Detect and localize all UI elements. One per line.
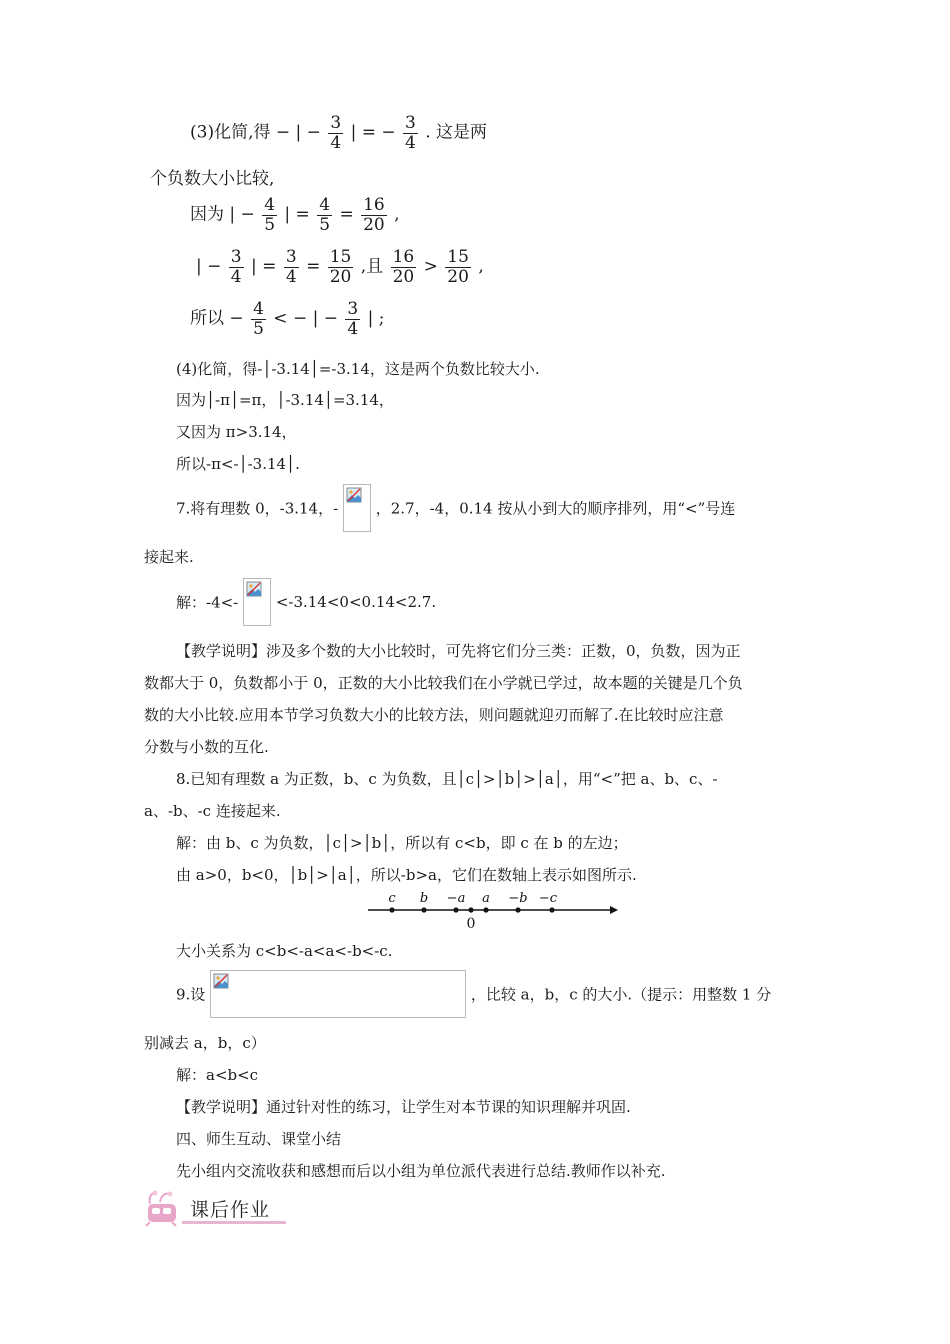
- s4-line4: 所以-π<-│-3.14│.: [176, 455, 300, 473]
- text: ,且: [360, 256, 384, 277]
- q8-line1: 8.已知有理数 a 为正数，b、c 为负数，且│c│>│b│>│a│，用“<”把 a、b、c、-: [176, 770, 718, 788]
- note1-line: 分数与小数的互化.: [144, 738, 269, 756]
- text: < − | −: [273, 308, 338, 329]
- fraction-den: 4: [330, 132, 342, 153]
- fraction-num: 16: [363, 195, 385, 215]
- fraction: [317, 196, 332, 234]
- fraction-den: 5: [253, 318, 264, 339]
- fraction-den: 4: [230, 266, 242, 287]
- note1-line: 数的大小比较.应用本节学习负数大小的比较方法，则问题就迎刃而解了.在比较时应注意: [144, 706, 724, 724]
- text: =: [306, 256, 321, 277]
- broken-image-glyph: [246, 581, 262, 597]
- label-neg-c: −c: [538, 891, 558, 906]
- label-c: c: [388, 891, 396, 906]
- label-a: a: [482, 891, 490, 906]
- point-b: [421, 907, 426, 912]
- q9-line1: [176, 970, 771, 1018]
- s3-line3: [190, 196, 400, 234]
- fraction-num: 3: [285, 247, 297, 267]
- section4-body: 先小组内交流收获和感想而后以小组为单位派代表进行总结.教师作以补充.: [176, 1162, 666, 1180]
- text: | =: [251, 256, 277, 277]
- text: ，2.7，-4，0.14 按从小到大的顺序排列，用“<”号连: [375, 499, 736, 518]
- text: 9.设: [176, 985, 206, 1004]
- fraction-num: 3: [347, 299, 359, 319]
- text: 因为 | −: [190, 204, 255, 225]
- point-zero: [468, 907, 473, 912]
- text: <-3.14<0<0.14<2.7.: [275, 593, 437, 611]
- label-neg-a: −a: [446, 891, 466, 906]
- s3-line2: 个负数大小比较,: [150, 169, 275, 189]
- fraction-num: 4: [319, 195, 331, 215]
- text: . 这是两: [425, 122, 488, 143]
- broken-image-icon: [210, 970, 466, 1018]
- note2: 【教学说明】通过针对性的练习，让学生对本节课的知识理解并巩固.: [176, 1098, 631, 1116]
- fraction-den: 20: [363, 214, 385, 235]
- fraction: [345, 300, 360, 338]
- text: ,: [478, 256, 484, 277]
- broken-image-icon: [243, 578, 271, 626]
- fraction: [361, 196, 387, 234]
- q7-line1: [176, 484, 735, 532]
- point-neg-a: [453, 907, 458, 912]
- s4-line1: (4)化简，得-│-3.14│=-3.14，这是两个负数比较大小.: [176, 360, 540, 378]
- s3-line5: [190, 300, 384, 338]
- fraction-num: 15: [447, 247, 469, 267]
- fraction-den: 20: [329, 266, 352, 287]
- broken-image-glyph: [346, 487, 362, 503]
- label-zero: 0: [466, 916, 476, 932]
- note1-line: 数都大于 0，负数都小于 0，正数的大小比较我们在小学就已学过，故本题的关键是几个负: [144, 674, 743, 692]
- fraction: [391, 248, 417, 286]
- q8-line2: a、-b、-c 连接起来.: [144, 802, 281, 820]
- fraction-den: 5: [264, 214, 276, 235]
- fraction: [403, 114, 418, 152]
- text: | = −: [350, 122, 396, 143]
- fraction-den: 5: [319, 214, 331, 235]
- fraction: [284, 248, 299, 286]
- point-a: [483, 907, 488, 912]
- broken-image-glyph: [213, 973, 229, 989]
- label-neg-b: −b: [508, 891, 528, 906]
- text: (3)化简,得 − | −: [190, 122, 321, 143]
- homework-title: 课后作业: [190, 1199, 271, 1221]
- text: 7.将有理数 0，-3.14，-: [176, 499, 339, 518]
- q8-solution1: 解：由 b、c 为负数，│c│>│b│，所以有 c<b，即 c 在 b 的左边；: [176, 834, 628, 852]
- text: | −: [196, 256, 222, 277]
- point-neg-b: [515, 907, 520, 912]
- note1-line: 【教学说明】涉及多个数的大小比较时，可先将它们分三类：正数，0，负数，因为正: [176, 642, 741, 660]
- q7-line2: 接起来.: [144, 548, 194, 566]
- fraction: [328, 114, 343, 152]
- text: 所以 −: [190, 308, 244, 329]
- fraction-den: 20: [447, 266, 469, 287]
- q8-solution2: 由 a>0，b<0，│b│>│a│，所以-b>a，它们在数轴上表示如图所示.: [176, 866, 637, 884]
- q8-conclusion: 大小关系为 c<b<-a<a<-b<-c.: [176, 942, 393, 960]
- fraction-num: 4: [253, 299, 264, 319]
- fraction-num: 3: [330, 113, 342, 133]
- fraction: [251, 300, 266, 338]
- text: ，比较 a，b，c 的大小.（提示：用整数 1 分: [470, 985, 772, 1004]
- fraction-num: 16: [392, 247, 415, 267]
- s4-line2: 因为│-π│=π，│-3.14│=3.14，: [176, 391, 394, 409]
- fraction: [445, 248, 471, 286]
- fraction: [262, 196, 277, 234]
- fraction-den: 4: [405, 132, 416, 153]
- text: 解：-4<-: [176, 593, 239, 612]
- q9-line2: 别减去 a，b，c）: [144, 1034, 266, 1052]
- fraction-num: 15: [329, 247, 352, 267]
- broken-image-icon: [343, 484, 371, 532]
- text: ,: [394, 204, 400, 225]
- fraction-den: 20: [392, 266, 415, 287]
- text: | ;: [367, 308, 385, 329]
- fraction-num: 3: [230, 247, 242, 267]
- label-b: b: [419, 891, 429, 906]
- q9-solution: 解：a<b<c: [176, 1066, 259, 1084]
- number-line-arrow: [610, 906, 618, 914]
- s4-line3: 又因为 π>3.14，: [176, 423, 297, 441]
- point-c: [389, 907, 394, 912]
- fraction: [328, 248, 354, 286]
- fraction: [229, 248, 244, 286]
- fraction-den: 4: [347, 318, 359, 339]
- fraction-num: 3: [405, 113, 416, 133]
- fraction-den: 4: [285, 266, 297, 287]
- section4-heading: 四、师生互动、课堂小结: [176, 1130, 342, 1148]
- s3-line4: [196, 248, 484, 286]
- q7-solution: [176, 578, 436, 626]
- homework-badge-icon: [142, 1188, 186, 1228]
- text: >: [423, 256, 438, 277]
- number-line-figure: [366, 886, 622, 932]
- s3-line1: [190, 114, 487, 152]
- fraction-num: 4: [264, 195, 276, 215]
- homework-underline: [182, 1221, 286, 1224]
- text: | =: [284, 204, 310, 225]
- text: =: [339, 204, 354, 225]
- point-neg-c: [549, 907, 554, 912]
